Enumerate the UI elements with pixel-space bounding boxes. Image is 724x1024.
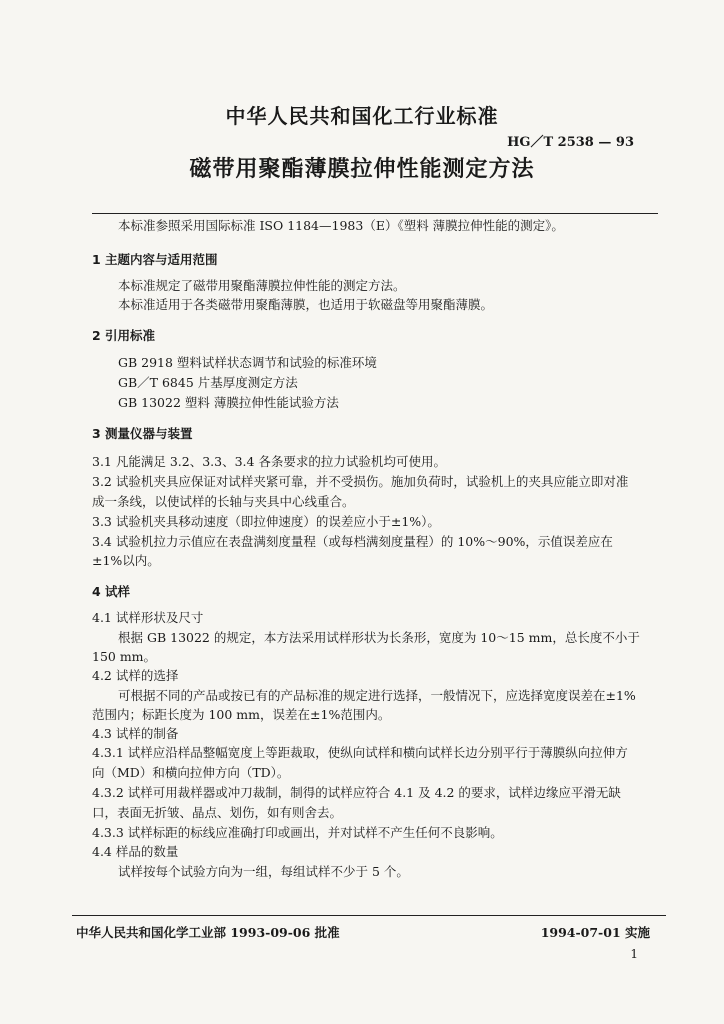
header-rule xyxy=(92,213,658,214)
clause-4-3-3: 4.3.3 试样标距的标线应准确打印或画出，并对试样不产生任何不良影响。 xyxy=(92,825,503,840)
clause-3-4-line-1: 3.4 试验机拉力示值应在表盘满刻度量程（或每档满刻度量程）的 10%～90%，示值误差应在 xyxy=(92,534,613,549)
approval-text: 中华人民共和国化学工业部 1993-09-06 批准 xyxy=(76,925,340,940)
intro-paragraph: 本标准参照采用国际标准 ISO 1184—1983（E）《塑料 薄膜拉伸性能的测定》。 xyxy=(118,218,564,233)
clause-4-4-heading: 4.4 样品的数量 xyxy=(92,844,179,859)
clause-4-1-line-2: 150 mm。 xyxy=(92,649,157,664)
section-3-heading: 3 测量仪器与装置 xyxy=(92,426,193,441)
reference-item: GB 2918 塑料试样状态调节和试验的标准环境 xyxy=(118,355,377,370)
section-1-paragraph-1: 本标准规定了磁带用聚酯薄膜拉伸性能的测定方法。 xyxy=(118,278,406,293)
footer-rule xyxy=(72,915,666,916)
effective-date: 1994-07-01 实施 xyxy=(540,925,650,940)
clause-3-3: 3.3 试验机夹具移动速度（即拉伸速度）的误差应小于±1%）。 xyxy=(92,514,440,529)
page-number: 1 xyxy=(630,947,638,961)
standard-org-heading: 中华人民共和国化工行业标准 xyxy=(225,104,499,128)
clause-3-4-line-2: ±1%以内。 xyxy=(92,553,160,568)
section-2-heading: 2 引用标准 xyxy=(92,328,156,343)
clause-4-3-heading: 4.3 试样的制备 xyxy=(92,726,179,741)
clause-4-3-1-line-2: 向（MD）和横向拉伸方向（TD）。 xyxy=(92,765,290,780)
section-4-heading: 4 试样 xyxy=(92,584,131,599)
clause-4-3-1-line-1: 4.3.1 试样应沿样品整幅宽度上等距裁取，使纵向试样和横向试样长边分别平行于薄膜纵向拉伸方 xyxy=(92,745,628,760)
reference-item: GB 13022 塑料 薄膜拉伸性能试验方法 xyxy=(118,395,339,410)
clause-4-1-heading: 4.1 试样形状及尺寸 xyxy=(92,610,204,625)
clause-4-2-line-2: 范围内；标距长度为 100 mm，误差在±1%范围内。 xyxy=(92,707,391,722)
clause-4-4-paragraph: 试样按每个试验方向为一组，每组试样不少于 5 个。 xyxy=(118,864,409,879)
clause-4-2-heading: 4.2 试样的选择 xyxy=(92,668,179,683)
document-title: 磁带用聚酯薄膜拉伸性能测定方法 xyxy=(189,157,535,182)
clause-3-2-line-1: 3.2 试验机夹具应保证对试样夹紧可靠，并不受损伤。施加负荷时，试验机上的夹具应能立即对准 xyxy=(92,474,629,489)
clause-3-2-line-2: 成一条线，以使试样的长轴与夹具中心线重合。 xyxy=(92,494,355,509)
section-1-heading: 1 主题内容与适用范围 xyxy=(92,252,218,267)
standard-code: HG／T 2538 — 93 xyxy=(507,135,634,150)
clause-4-3-2-line-2: 口，表面无折皱、晶点、划伤，如有则舍去。 xyxy=(92,805,343,820)
clause-4-1-line-1: 根据 GB 13022 的规定，本方法采用试样形状为长条形，宽度为 10～15 mm，总长度不小于 xyxy=(118,630,640,645)
clause-3-1: 3.1 凡能满足 3.2、3.3、3.4 各条要求的拉力试验机均可使用。 xyxy=(92,454,446,469)
reference-item: GB／T 6845 片基厚度测定方法 xyxy=(118,375,298,390)
clause-4-2-line-1: 可根据不同的产品或按已有的产品标准的规定进行选择，一般情况下，应选择宽度误差在±1% xyxy=(118,688,636,703)
section-1-paragraph-2: 本标准适用于各类磁带用聚酯薄膜，也适用于软磁盘等用聚酯薄膜。 xyxy=(118,297,494,312)
clause-4-3-2-line-1: 4.3.2 试样可用裁样器或冲刀裁制，制得的试样应符合 4.1 及 4.2 的要求，试样边缘应平滑无缺 xyxy=(92,785,621,800)
